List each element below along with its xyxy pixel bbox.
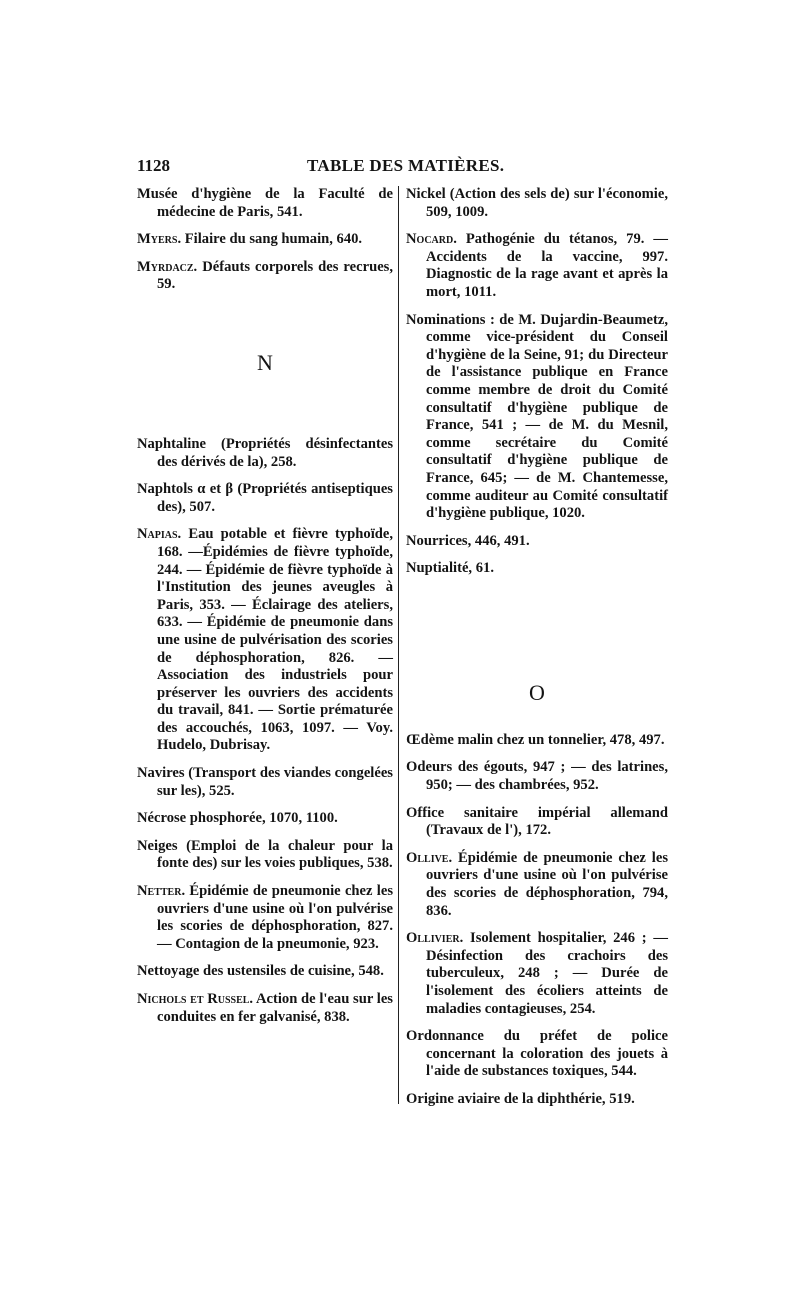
- entry-author: Netter.: [137, 883, 186, 900]
- index-entry: [406, 533, 668, 551]
- entry-author: Myrdacz.: [137, 258, 198, 275]
- index-entry: [406, 186, 668, 221]
- index-entry: [406, 231, 668, 301]
- entry-author: Myers.: [137, 231, 182, 248]
- index-entry: [406, 805, 668, 840]
- index-entry: [137, 838, 393, 873]
- page-number: 1128: [137, 156, 171, 175]
- index-entry: [406, 1091, 668, 1109]
- index-entry: [137, 526, 393, 755]
- left-column: [137, 186, 393, 1036]
- entry-text: Défauts corporels des recrues, 59.: [157, 258, 393, 293]
- index-entry: [137, 765, 393, 800]
- index-entry: [406, 732, 668, 750]
- entry-author: Nichols et Russel.: [137, 991, 254, 1007]
- entry-text: Nominations : de M. Dujardin-Beaumetz, comme vice-président du Conseil d'hygiène de la Seine, 91; du Directeur de l'assistance publique en France comme membre de droit du Comité consultatif d'hygiène publique de France, 541 ; — de M. du Mesnil, comme secrétaire du Comité consultatif d'hygiène publique de France, 645; — de M. Chantemesse, comme auditeur au Comité consultatif d'hygiène publique, 1020.: [406, 311, 668, 522]
- entry-author: Nocard.: [406, 231, 457, 248]
- entry-author: Ollivier.: [406, 930, 464, 947]
- running-title: TABLE DES MATIÈRES.: [307, 156, 505, 175]
- entry-text: Navires (Transport des viandes congelées sur les), 525.: [137, 765, 393, 799]
- page-header: [137, 156, 667, 180]
- section-letter-n: N: [257, 349, 273, 375]
- index-entry: [406, 312, 668, 523]
- entry-text: Épidémie de pneumonie chez les ouvriers d'une usine où l'on pulvérise les scories de déphosphoration, 827. — Contagion de la pneumonie, 923.: [157, 883, 393, 952]
- entry-text: Isolement hospitalier, 246 ; — Désinfection des crachoirs des tuberculeux, 248 ; — Durée de l'isolement des écoliers atteints de maladies contagieuses, 254.: [426, 930, 668, 1017]
- right-column: [406, 186, 668, 1119]
- section-letter-o: O: [529, 679, 545, 705]
- entry-text: Ordonnance du préfet de police concernant la coloration des jouets à l'aide de substances toxiques, 544.: [406, 1028, 668, 1080]
- entry-text: Neiges (Emploi de la chaleur pour la fonte des) sur les voies publiques, 538.: [137, 837, 393, 872]
- index-entry: [406, 930, 668, 1018]
- entry-text: Eau potable et fièvre typhoïde, 168. —Épidémies de fièvre typhoïde, 244. — Épidémie de fièvre typhoïde à l'Institution des jeunes aveugles à Paris, 353. — Éclairage des ateliers, 633. — Épidémie de pneumonie dans une usine de pulvérisation des scories de déphosphoration, 826. —Association des industriels pour préserver les ouvriers des accidents du travail, 841. — Sortie prématurée des accouchés, 1063, 1097. — Voy. Hudelo, Dubrisay.: [157, 526, 393, 754]
- index-entry: [137, 186, 393, 221]
- entry-author: Napias.: [137, 526, 182, 543]
- index-entry: [406, 759, 668, 794]
- entry-text: Nécrose phosphorée, 1070, 1100.: [137, 810, 338, 827]
- entry-text: Musée d'hygiène de la Faculté de médecine de Paris, 541.: [137, 186, 393, 220]
- index-entry: [137, 436, 393, 471]
- entry-author: Ollive.: [406, 849, 453, 866]
- index-entry: [137, 810, 393, 828]
- index-entry: [137, 883, 393, 953]
- index-entry: [137, 481, 393, 516]
- index-entry: [137, 991, 393, 1026]
- entry-text: Origine aviaire de la diphthérie, 519.: [406, 1090, 635, 1107]
- entry-text: Nuptialité, 61.: [406, 560, 494, 577]
- entry-text: Naphtaline (Propriétés désinfectantes des dérivés de la), 258.: [137, 435, 393, 470]
- index-entry: [406, 560, 668, 578]
- index-entry: [406, 850, 668, 920]
- index-entry: [137, 259, 393, 294]
- entry-text: Pathogénie du tétanos, 79. — Accidents de la vaccine, 997. Diagnostic de la rage avant et après la mort, 1011.: [426, 231, 668, 300]
- entry-text: Filaire du sang humain, 640.: [181, 231, 363, 248]
- entry-text: Office sanitaire impérial allemand (Travaux de l'), 172.: [406, 804, 668, 839]
- index-entry: [137, 963, 393, 981]
- entry-text: Action de l'eau sur les conduites en fer galvanisé, 838.: [157, 991, 393, 1025]
- index-entry: [406, 1028, 668, 1081]
- entry-text: Nettoyage des ustensiles de cuisine, 548.: [137, 963, 384, 980]
- entry-text: Œdème malin chez un tonnelier, 478, 497.: [406, 731, 665, 748]
- entry-text: Odeurs des égouts, 947 ; — des latrines, 950; — des chambrées, 952.: [406, 759, 668, 794]
- entry-text: Nickel (Action des sels de) sur l'économie, 509, 1009.: [406, 186, 668, 220]
- entry-text: Épidémie de pneumonie chez les ouvriers d'une usine où l'on pulvérise des scories de déphosphoration, 794, 836.: [426, 849, 668, 919]
- index-entry: [137, 231, 393, 249]
- column-divider: [398, 186, 399, 1104]
- entry-text: Naphtols α et β (Propriétés antiseptiques des), 507.: [137, 481, 393, 515]
- entry-text: Nourrices, 446, 491.: [406, 532, 530, 549]
